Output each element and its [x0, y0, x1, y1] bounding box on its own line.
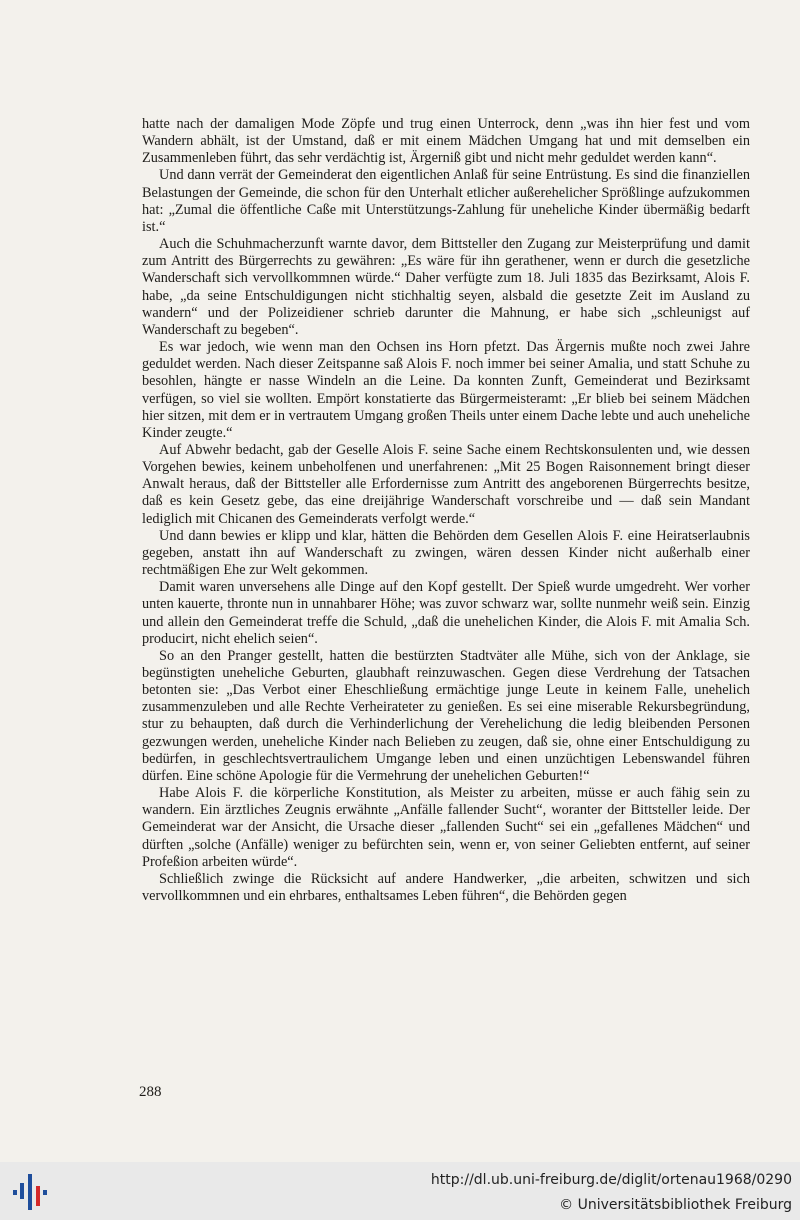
paragraph: Und dann bewies er klipp und klar, hätten die Behörden dem Gesellen Alois F. eine Heiratserlaubnis gegeben, anstatt ihn auf Wanderschaft zu zwingen, wären dessen Kinder nicht außerhalb einer rechtmäßigen Ehe zur Welt gekommen. [142, 527, 750, 579]
footer-bar [0, 1162, 800, 1220]
paragraph: Und dann verrät der Gemeinderat den eigentlichen Anlaß für seine Entrüstung. Es sind die finanziellen Belastungen der Gemeinde, die schon für den Unterhalt etlicher außerehelicher Sprößlinge aufzukommen hat: „Zumal die öffentliche Caße mit Unterstützungs-Zahlung für uneheliche Kinder übermäßig bedarft ist.“ [142, 167, 750, 235]
paragraph: hatte nach der damaligen Mode Zöpfe und trug einen Unterrock, denn „was ihn hier fest und vom Wandern abhält, ist der Umstand, daß er mit einem Mädchen Umgang hat und mit demselben ein Zusammenleben führt, das sehr verdächtig ist, Ärgerniß gibt und nicht mehr geduldet werden kann“. [142, 116, 750, 167]
body-text [142, 116, 750, 905]
ub-freiburg-logo-icon [10, 1172, 50, 1212]
source-url-link[interactable]: http://dl.ub.uni-freiburg.de/diglit/ortenau1968/0290 [430, 1172, 792, 1188]
paragraph: Schließlich zwinge die Rücksicht auf andere Handwerker, „die arbeiten, schwitzen und sich vervollkommnen und ein ehrbares, enthaltsames Leben führen“, die Behörden gegen [142, 870, 750, 905]
paragraph: Auch die Schuhmacherzunft warnte davor, dem Bittsteller den Zugang zur Meisterprüfung und damit zum Antritt des Bürgerrechts zu gewähren: „Es wäre für ihn gerathener, wenn er durch die gesetzliche Wanderschaft sich vervollkommnen würde.“ Daher verfügte zum 18. Juli 1835 das Bezirksamt, Alois F. habe, „da seine Entschuldigungen nicht stichhaltig seyen, alsbald die gesetzte Zeit im Ausland zu wandern“ und der Polizeidiener schrieb darunter die Mahnung, er habe sich „schleunigst auf Wanderschaft zu begeben“. [142, 236, 750, 338]
paragraph: Damit waren unversehens alle Dinge auf den Kopf gestellt. Der Spieß wurde umgedreht. Wer vorher unten kauerte, thronte nun in unnahbarer Höhe; was zuvor schwarz war, sollte nunmehr weiß sein. Einzig und allein den Gemeinderat treffe die Schuld, „daß die unehelichen Kinder, die Alois F. mit Amalia Sch. producirt, nicht ehelich seien“. [142, 579, 750, 647]
paragraph: Auf Abwehr bedacht, gab der Geselle Alois F. seine Sache einem Rechtskonsulenten und, wie dessen Vorgehen bewies, keinem unbeholfenen und unerfahrenen: „Mit 25 Bogen Raisonnement bringt dieser Anwalt heraus, daß der Bittsteller alle Erfordernisse zum Antritt des angeborenen Bürgerrechts besitze, daß es kein Gesetz gebe, das eine dreijährige Wanderschaft vorschreibe und — daß sein Mandant lediglich mit Chicanen des Gemeinderats verfolgt werde.“ [142, 441, 750, 527]
paragraph: So an den Pranger gestellt, hatten die bestürzten Stadtväter alle Mühe, sich von der Anklage, sie begünstigten uneheliche Geburten, glaubhaft reinzuwaschen. Gegen diese Verdrehung der Tatsachen betonten sie: „Das Verbot einer Eheschließung ermächtige junge Leute in keinem Falle, unehelich zusammenzuleben und alle Rechte Verheirateter zu genießen. Es sei eine miserable Rekursbegründung, stur zu behaupten, daß durch die Verhinderlichung der Verehelichung die ledig bleibenden Personen gezwungen werden, uneheliche Kinder nach Belieben zu zeugen, daß sie, ohne einer Entschuldigung zu bedürfen, in geschlechtsvertraulichem Umgange leben und einen unzüchtigen Lebenswandel führen dürfen. Eine schöne Apologie für die Vermehrung der unehelichen Geburten!“ [142, 647, 750, 784]
paragraph: Habe Alois F. die körperliche Konstitution, als Meister zu arbeiten, müsse er auch fähig sein zu wandern. Ein ärztliches Zeugnis erwähnte „Anfälle fallender Sucht“, woranter der Bittsteller leide. Der Gemeinderat war der Ansicht, die Ursache dieser „fallenden Sucht“ sei ein „gefallenes Mädchen“ und dürften „solche (Anfälle) weniger zu befürchten sein, wenn er, von seiner Geliebten entfernt, auf seiner Profeßion arbeiten würde“. [142, 785, 750, 870]
copyright-notice: © Universitätsbibliothek Freiburg [559, 1197, 792, 1213]
page-number: 288 [139, 1084, 162, 1100]
paragraph: Es war jedoch, wie wenn man den Ochsen ins Horn pfetzt. Das Ärgernis mußte noch zwei Jahre geduldet werden. Nach dieser Zeitspanne saß Alois F. noch immer bei seiner Amalia, und statt Schuhe zu besohlen, hängte er nasse Windeln an die Leine. Da konnten Zunft, Gemeinderat und Bezirksamt verfügen, so viel sie wollten. Empört konstatierte das Bürgermeisteramt: „Er blieb bei seinem Mädchen hier sitzen, mit dem er in vertrautem Umgang großen Theils unter einem Dache lebte und auch uneheliche Kinder zeugte.“ [142, 339, 750, 441]
